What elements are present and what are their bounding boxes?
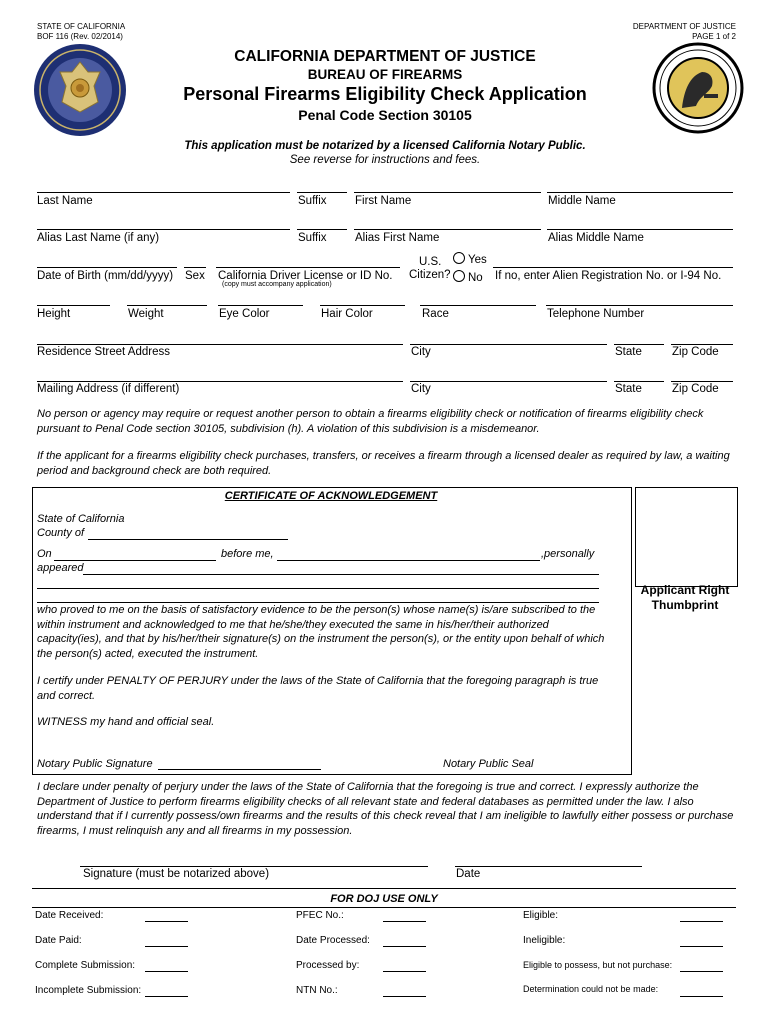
driver-license-label: California Driver License or ID No. <box>218 270 393 282</box>
telephone-label: Telephone Number <box>547 308 645 320</box>
suffix-label: Suffix <box>298 195 327 207</box>
mailing-city-label: City <box>411 383 431 395</box>
doj-ineligible: Ineligible: <box>523 935 566 946</box>
form-number: BOF 116 (Rev. 02/2014) <box>37 32 123 41</box>
cert-state-label: State of California <box>37 513 125 525</box>
signature-label: Signature (must be notarized above) <box>83 868 270 880</box>
cert-appeared-label: appeared <box>37 562 84 574</box>
citizen-label: Citizen? <box>409 269 451 281</box>
state-label: STATE OF CALIFORNIA <box>37 22 126 31</box>
thumbprint-box[interactable] <box>635 487 738 587</box>
signature-date-label: Date <box>456 868 481 880</box>
first-name-label: First Name <box>355 195 412 207</box>
misdemeanor-notice: No person or agency may require or request another person to obtain a firearms eligibility check or notification of firearms eligibility check pursuant to Penal Code section 30105, subdivision (h). A violation of this subdivision is a misdemeanor. <box>37 408 704 435</box>
alias-last-name-label: Alias Last Name (if any) <box>37 232 160 244</box>
cert-county-label: County of <box>37 527 85 539</box>
last-name-label: Last Name <box>37 195 93 207</box>
thumbprint-label-2: Thumbprint <box>651 598 719 612</box>
thumbprint-label-1: Applicant Right <box>640 583 730 597</box>
citizen-yes-radio[interactable]: Yes <box>453 252 487 266</box>
cert-on-label: On <box>37 548 52 560</box>
dob-label: Date of Birth (mm/dd/yyyy) <box>37 270 174 282</box>
doj-ntn-no: NTN No.: <box>296 985 338 996</box>
doj-incomplete-submission: Incomplete Submission: <box>35 985 142 996</box>
driver-license-note: (copy must accompany application) <box>222 281 332 288</box>
doj-eligible-possess: Eligible to possess, but not purchase: <box>523 960 673 970</box>
hair-color-label: Hair Color <box>321 308 373 320</box>
notary-signature-label: Notary Public Signature <box>37 758 153 770</box>
cert-personally-label: ,personally <box>541 548 595 560</box>
doj-determination: Determination could not be made: <box>523 984 659 994</box>
witness-statement: WITNESS my hand and official seal. <box>37 716 215 728</box>
mailing-zip-label: Zip Code <box>672 383 719 395</box>
perjury-certification: I certify under PENALTY OF PERJURY under the laws of the State of California that the foregoing paragraph is true and correct. <box>37 675 599 702</box>
eye-color-label: Eye Color <box>219 308 270 320</box>
doj-use-title: FOR DOJ USE ONLY <box>330 893 438 905</box>
residence-state-label: State <box>615 346 642 358</box>
doj-pfec-no: PFEC No.: <box>296 910 344 921</box>
us-label: U.S. <box>419 256 442 268</box>
instructions-notice: See reverse for instructions and fees. <box>289 154 481 166</box>
mailing-state-label: State <box>615 383 642 395</box>
cert-before-me-label: before me, <box>221 548 274 560</box>
certificate-title: CERTIFICATE OF ACKNOWLEDGEMENT <box>224 490 438 502</box>
alias-suffix-label: Suffix <box>298 232 327 244</box>
alien-registration-label: If no, enter Alien Registration No. or I-94 No. <box>495 270 722 282</box>
agency-heading: CALIFORNIA DEPARTMENT OF JUSTICE <box>234 48 536 65</box>
middle-name-label: Middle Name <box>548 195 616 207</box>
mailing-address-label: Mailing Address (if different) <box>37 383 180 395</box>
residence-address-label: Residence Street Address <box>37 346 170 358</box>
doj-eligible: Eligible: <box>523 910 559 921</box>
doj-date-paid: Date Paid: <box>35 935 82 946</box>
residence-city-label: City <box>411 346 431 358</box>
alias-middle-name-label: Alias Middle Name <box>548 232 644 244</box>
applicant-declaration: I declare under penalty of perjury under the laws of the State of California that the foregoing is true and correct. I expressly authorize the Department of Justice to perform firearms eligibility checks of all relevant state and federal databases as permitted under the law. I also understand that if I currently possess/own firearms and the results of this check reveal that I am ineligible to lawfully either possess or purchase firearms, I must relinquish any and all firearms in my possession. <box>37 781 734 837</box>
doj-date-processed: Date Processed: <box>296 935 370 946</box>
penal-code-heading: Penal Code Section 30105 <box>298 107 472 123</box>
residence-zip-label: Zip Code <box>672 346 719 358</box>
height-label: Height <box>37 308 71 320</box>
form-title: Personal Firearms Eligibility Check Application <box>183 84 587 104</box>
citizen-no-radio[interactable]: No <box>453 270 483 284</box>
doj-complete-submission: Complete Submission: <box>35 960 136 971</box>
doj-processed-by: Processed by: <box>296 960 360 971</box>
weight-label: Weight <box>128 308 164 320</box>
bureau-heading: BUREAU OF FIREARMS <box>307 67 463 82</box>
radio-icon <box>453 270 465 282</box>
alias-first-name-label: Alias First Name <box>355 232 440 244</box>
page-number: PAGE 1 of 2 <box>692 32 736 41</box>
radio-icon <box>453 252 465 264</box>
notary-notice: This application must be notarized by a licensed California Notary Public. <box>184 140 586 152</box>
certificate-body: who proved to me on the basis of satisfactory evidence to be the person(s) whose name(s) is/are subscribed to the within instrument and acknowledged to me that he/she/they executed the same in his/her/their authorized capacity(ies), and that by his/her/their signature(s) on the instrument the person(s), or the entity upon behalf of which the person(s) acted, executed the instrument. <box>37 604 605 660</box>
notary-seal-label: Notary Public Seal <box>443 758 534 770</box>
department-label: DEPARTMENT OF JUSTICE <box>632 22 736 31</box>
sex-label: Sex <box>185 270 205 282</box>
race-label: Race <box>422 308 449 320</box>
waiting-period-notice: If the applicant for a firearms eligibility check purchases, transfers, or receives a firearm through a licensed dealer as required by law, a waiting period and background check are both required. <box>37 450 730 477</box>
doj-date-received: Date Received: <box>35 910 104 921</box>
